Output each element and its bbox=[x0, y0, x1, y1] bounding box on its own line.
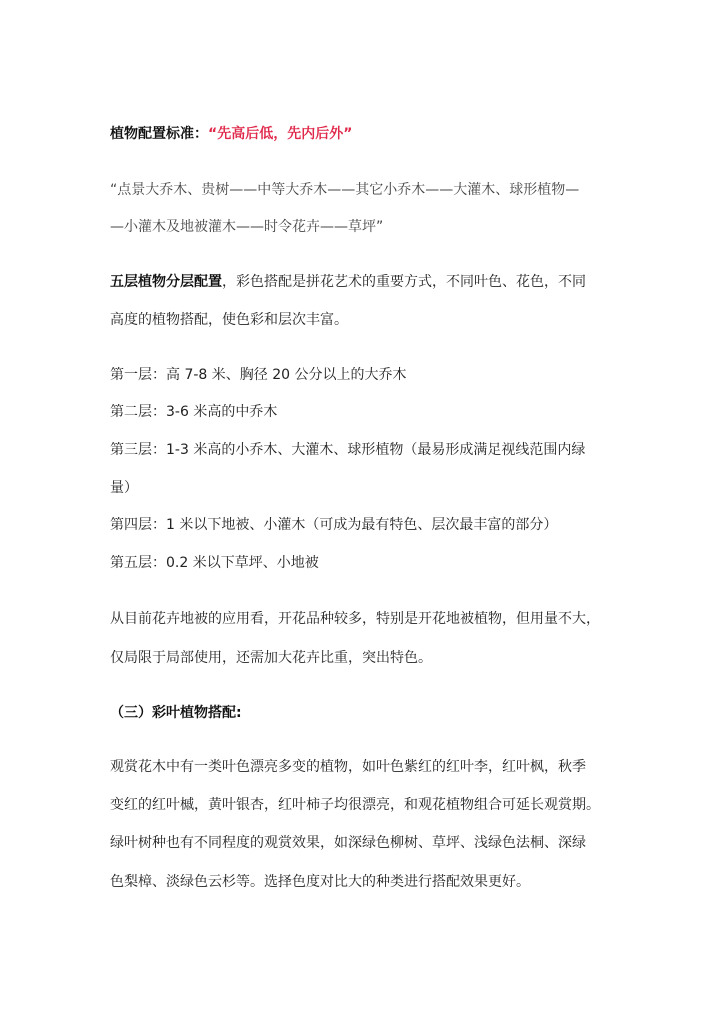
layer-3-line-2: 量） bbox=[110, 480, 138, 496]
five-layers-lead: 五层植物分层配置 bbox=[110, 274, 222, 290]
section-3-heading: （三）彩叶植物搭配: bbox=[110, 705, 242, 721]
colored-leaves-line-1: 观赏花木中有一类叶色漂亮多变的植物，如叶色紫红的红叶李，红叶枫，秋季 bbox=[110, 759, 586, 775]
layer-3-line-1: 第三层：1-3 米高的小乔木、大灌木、球形植物（最易形成满足视线范围内绿 bbox=[110, 442, 586, 458]
sequence-line-1: “点景大乔木、贵树——中等大乔木——其它小乔木——大灌木、球形植物— bbox=[110, 182, 580, 198]
flowers-line-1: 从目前花卉地被的应用看，开花品种较多，特别是开花地被植物，但用量不大， bbox=[110, 611, 600, 627]
standard-label: 植物配置标准： bbox=[110, 126, 208, 142]
standard-highlight: “先高后低，先内后外” bbox=[208, 126, 353, 142]
planting-standard-line bbox=[110, 124, 352, 144]
layer-5: 第五层：0.2 米以下草坪、小地被 bbox=[110, 555, 319, 571]
flowers-line-2: 仅局限于局部使用，还需加大花卉比重，突出特色。 bbox=[110, 650, 432, 666]
colored-leaves-line-4: 色梨樟、淡绿色云杉等。选择色度对比大的种类进行搭配效果更好。 bbox=[110, 874, 530, 890]
colored-leaves-line-2: 变红的红叶槭，黄叶银杏，红叶柿子均很漂亮，和观花植物组合可延长观赏期。 bbox=[110, 797, 600, 813]
five-layers-line-1 bbox=[110, 272, 586, 292]
layer-1: 第一层：高 7-8 米、胸径 20 公分以上的大乔木 bbox=[110, 367, 407, 383]
layer-4: 第四层：1 米以下地被、小灌木（可成为最有特色、层次最丰富的部分） bbox=[110, 517, 558, 533]
colored-leaves-line-3: 绿叶树种也有不同程度的观赏效果，如深绿色柳树、草坪、浅绿色法桐、深绿 bbox=[110, 835, 586, 851]
sequence-line-2: —小灌木及地被灌木——时令花卉——草坪” bbox=[110, 219, 384, 235]
five-layers-line-2: 高度的植物搭配，使色彩和层次丰富。 bbox=[110, 312, 348, 328]
five-layers-rest: ，彩色搭配是拼花艺术的重要方式，不同叶色、花色，不同 bbox=[222, 274, 586, 290]
layer-2: 第二层：3-6 米高的中乔木 bbox=[110, 404, 278, 420]
